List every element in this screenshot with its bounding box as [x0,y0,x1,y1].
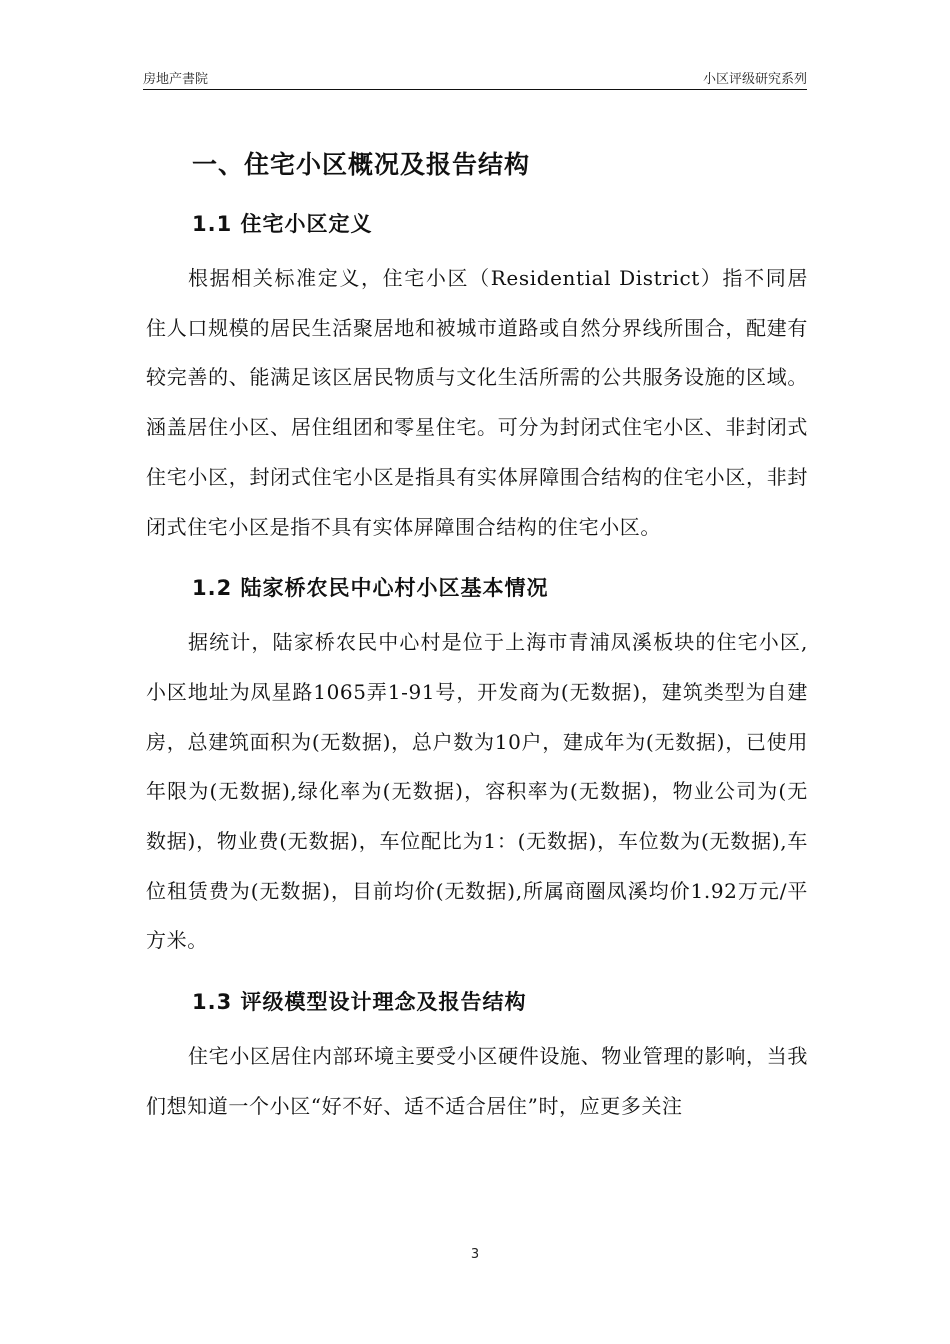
page-header [143,68,807,88]
section-heading-1-2: 1.2 陆家桥农民中心村小区基本情况 [192,576,549,601]
chapter-title: 一、住宅小区概况及报告结构 [192,150,531,179]
section-heading-1-3: 1.3 评级模型设计理念及报告结构 [192,990,527,1015]
page-number: 3 [470,1247,480,1262]
section-paragraph-1-3: 住宅小区居住内部环境主要受小区硬件设施、物业管理的影响，当我们想知道一个小区“好不好、适不适合居住”时，应更多关注 [146,1044,808,1118]
section-heading-1-1: 1.1 住宅小区定义 [192,212,373,236]
section-paragraph-1-2: 据统计，陆家桥农民中心村是位于上海市青浦凤溪板块的住宅小区,小区地址为凤星路1065弄1-91号，开发商为(无数据)，建筑类型为自建房，总建筑面积为(无数据)，总户数为10户，建成年为(无数据)，已使用年限为(无数据),绿化率为(无数据)，容积率为(无数据)，物业公司为(无数据)，物业费(无数据)，车位配比为1：(无数据)，车位数为(无数据),车位租赁费为(无数据)，目前均价(无数据),所属商圈凤溪均价1.92万元/平方米。 [146,630,808,953]
header-series-title: 小区评级研究系列 [702,72,807,87]
document-body [146,140,808,1132]
section-paragraph-1-1: 根据相关标准定义，住宅小区（Residential District）指不同居住人口规模的居民生活聚居地和被城市道路或自然分界线所围合，配建有较完善的、能满足该区居民物质与文化生活所需的公共服务设施的区域。涵盖居住小区、居住组团和零星住宅。可分为封闭式住宅小区、非封闭式住宅小区，封闭式住宅小区是指具有实体屏障围合结构的住宅小区，非封闭式住宅小区是指不具有实体屏障围合结构的住宅小区。 [146,266,808,539]
header-publisher: 房地产書院 [143,72,209,87]
header-divider [143,89,807,90]
